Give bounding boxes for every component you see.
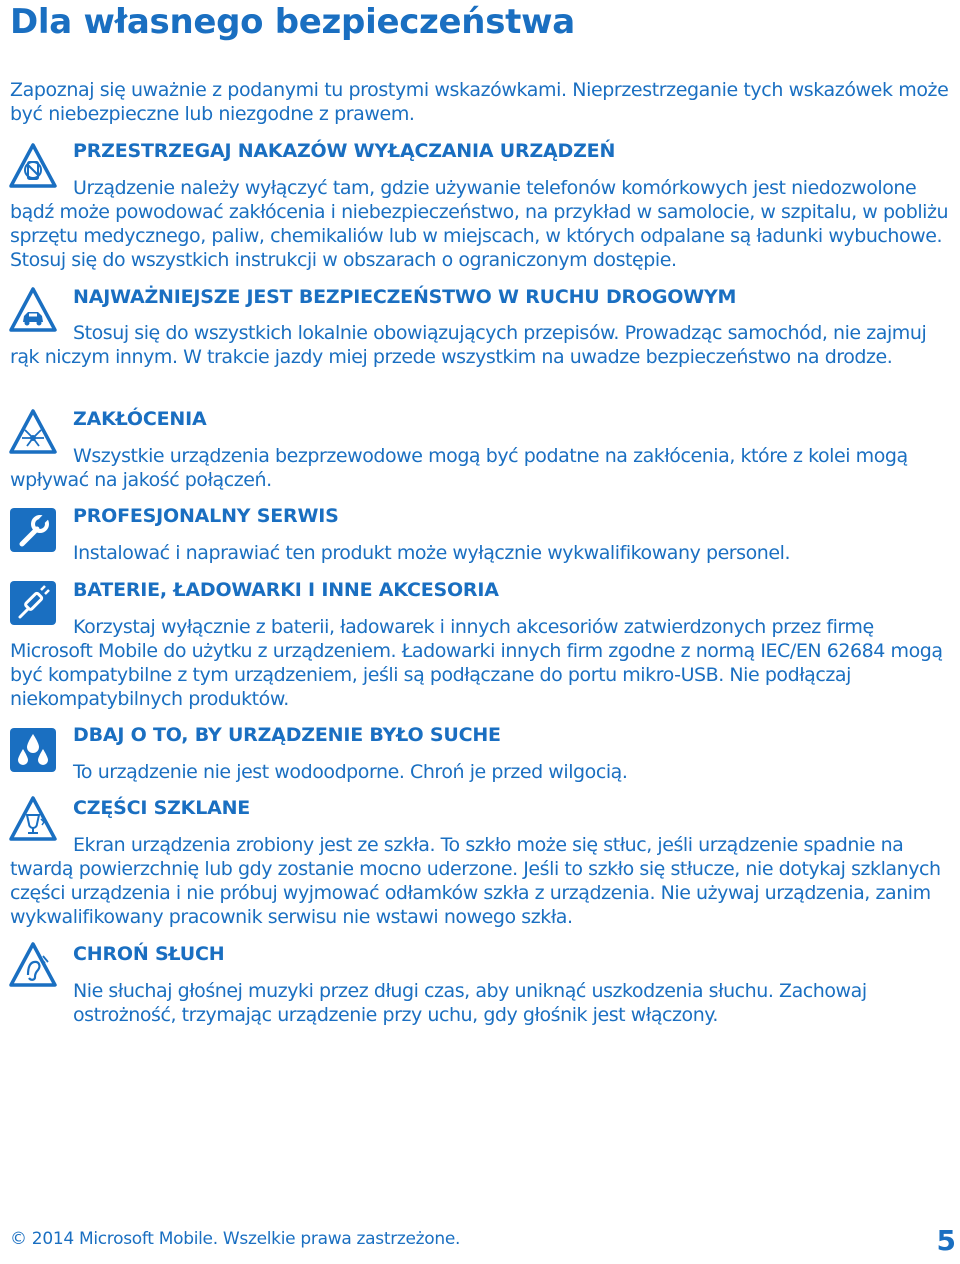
- section-heading: ZAKŁÓCENIA: [73, 408, 207, 430]
- section-heading: CZĘŚCI SZKLANE: [73, 797, 251, 819]
- section-text: Korzystaj wyłącznie z baterii, ładowarek i innych akcesoriów zatwierdzonych przez firmę Microsoft Mobile do użytku z urządzeniem. Ładowarki innych firm zgodne z normą IEC/EN 62684 mogą być kompatybilne z tym urządzeniem, jeśli są podłączane do portu mikro-USB. Nie podłączaj niekompatybilnych produktów.: [10, 616, 943, 710]
- page-title: Dla własnego bezpieczeństwa: [10, 2, 575, 42]
- section-heading: PROFESJONALNY SERWIS: [73, 505, 339, 527]
- section-text: To urządzenie nie jest wodoodporne. Chroń je przed wilgocią.: [73, 761, 628, 783]
- section-text: Stosuj się do wszystkich lokalnie obowiązujących przepisów. Prowadząc samochód, nie zajmuj rąk niczym innym. W trakcie jazdy miej przede wszystkim na uwadze bezpieczeństwo na drodze.: [10, 322, 927, 368]
- section-heading: CHROŃ SŁUCH: [73, 943, 225, 965]
- copyright-footer: © 2014 Microsoft Mobile. Wszelkie prawa zastrzeżone.: [10, 1229, 461, 1249]
- section-text: Instalować i naprawiać ten produkt może wyłącznie wykwalifikowany personel.: [73, 542, 791, 564]
- intro-text: Zapoznaj się uważnie z podanymi tu prostymi wskazówkami. Nieprzestrzeganie tych wskazówek może być niebezpieczne lub niezgodne z prawem.: [10, 79, 949, 125]
- section-heading: DBAJ O TO, BY URZĄDZENIE BYŁO SUCHE: [73, 724, 501, 746]
- section-heading: PRZESTRZEGAJ NAKAZÓW WYŁĄCZANIA URZĄDZEŃ: [73, 140, 616, 162]
- hearing-warning-icon: [8, 941, 58, 989]
- section-text: Wszystkie urządzenia bezprzewodowe mogą być podatne na zakłócenia, które z kolei mogą wpływać na jakość połączeń.: [10, 445, 908, 491]
- page-number: 5: [936, 1224, 956, 1257]
- section-heading: NAJWAŻNIEJSZE JEST BEZPIECZEŃSTWO W RUCHU DROGOWYM: [73, 286, 737, 308]
- section-text: Nie słuchaj głośnej muzyki przez długi czas, aby uniknąć uszkodzenia słuchu. Zachowaj ostrożność, trzymając urządzenie przy uchu, gdy głośnik jest włączony.: [73, 980, 867, 1026]
- section-text: Ekran urządzenia zrobiony jest ze szkła. To szkło może się stłuc, jeśli urządzenie spadnie na twardą powierzchnię lub gdy zostanie mocno uderzone. Jeśli to szkło się stłucze, nie dotykaj szklanych części urządzenia i nie próbuj wyjmować odłamków szkła z urządzenia. Nie używaj urządzenia, zanim wykwalifikowany pracownik serwisu nie wstawi nowego szkła.: [10, 834, 941, 928]
- section-heading: BATERIE, ŁADOWARKI I INNE AKCESORIA: [73, 579, 499, 601]
- section-text: Urządzenie należy wyłączyć tam, gdzie używanie telefonów komórkowych jest niedozwolone bądź może powodować zakłócenia i niebezpieczeństwo, na przykład w samolocie, w szpitalu, w pobliżu sprzętu medycznego, paliw, chemikaliów lub w miejscach, w których odpalane są ładunki wybuchowe. Stosuj się do wszystkich instrukcji w obszarach o ograniczonym dostępie.: [10, 177, 949, 271]
